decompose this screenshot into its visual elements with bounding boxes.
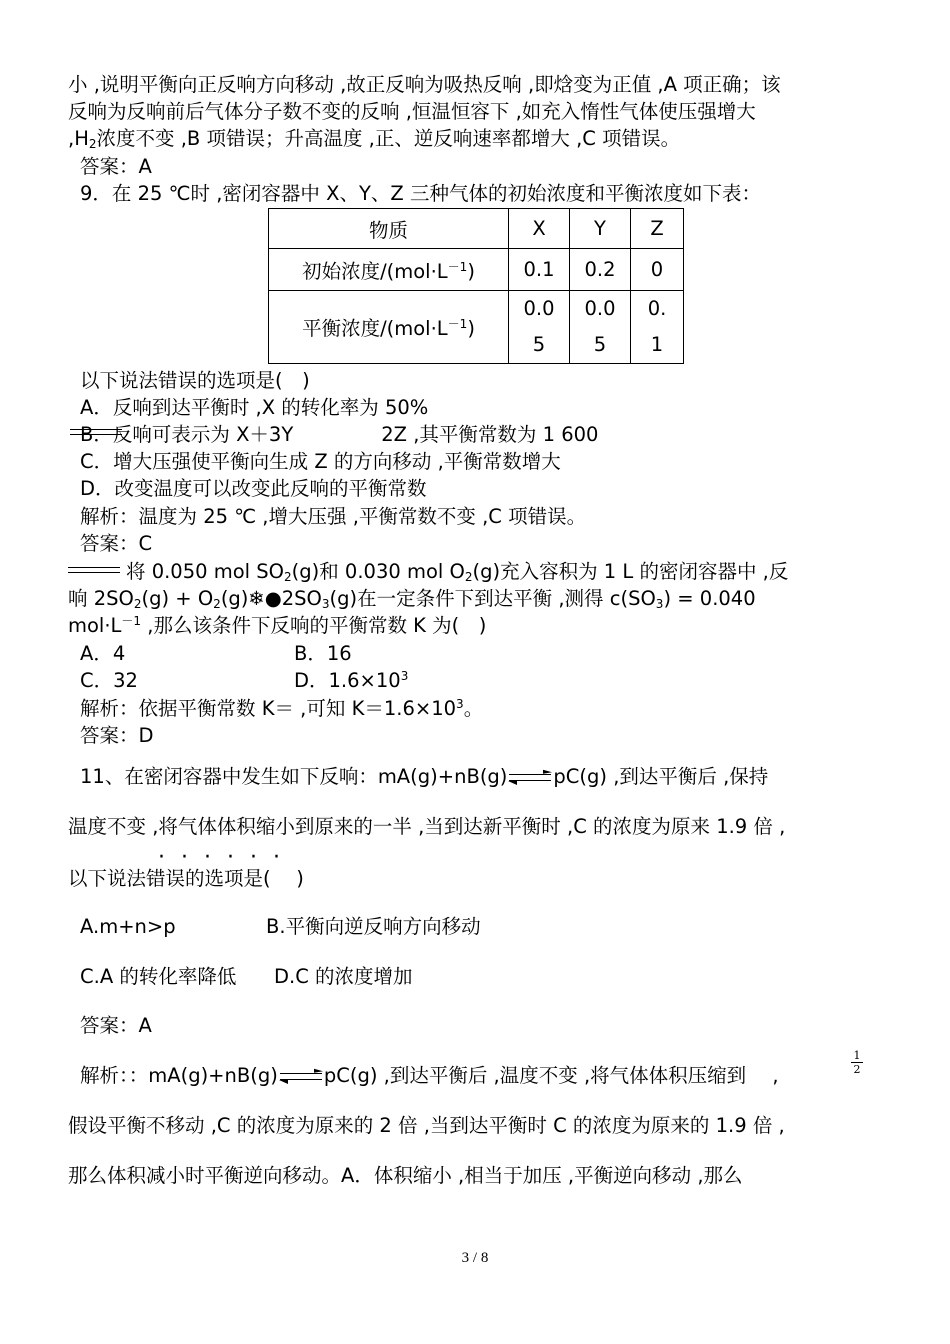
page-number: 3 / 8 [461, 1250, 489, 1266]
option-c: C.A 的转化率降低 [80, 965, 237, 988]
fraction-one-half: $\frac{1}{2}$ [851, 1049, 863, 1076]
emphasis-dots: ······ [158, 845, 296, 870]
explanation: 假设平衡不移动 ,C 的浓度为原来的 2 倍 ,当到达平衡时 C 的浓度为原来的 1.9 倍 , [68, 1114, 785, 1137]
equilibrium-arrow-icon [68, 566, 120, 576]
table-row [269, 291, 684, 364]
explanation: 解析：：mA(g)+nB(g) pC(g) ,到达平衡后 ,温度不变 ,将气体体积压缩到 , [80, 1064, 779, 1087]
table-cell: 0.1 [509, 249, 570, 291]
table-cell: 0.0 5 [509, 291, 570, 364]
question-11: 11、在密闭容器中发生如下反响：mA(g)+nB(g) pC(g) ,到达平衡后 ,保持 [80, 765, 769, 788]
question-9: 9．在 25 ℃时 ,密闭容器中 X、Y、Z 三种气体的初始浓度和平衡浓度如下表： [80, 182, 761, 205]
table-row [269, 249, 684, 291]
text-line: 小 ,说明平衡向正反响方向移动 ,故正反响为吸热反响 ,即焓变为正值 ,A 项正确；该 [68, 73, 781, 96]
answer-line: 答案：C [80, 532, 153, 555]
table-cell: 初始浓度$/(mol\cdot L^{-1})$ [269, 249, 509, 291]
question-9-prompt: 以下说法错误的选项是( ) [80, 369, 310, 392]
table-cell: Z [631, 209, 684, 249]
answer-line: 答案：A [80, 155, 152, 178]
equilibrium-arrow-icon [509, 771, 551, 785]
table-cell: Y [570, 209, 631, 249]
table-cell: 0.2 [570, 249, 631, 291]
table-cell: X [509, 209, 570, 249]
answer-line: 答案：A [80, 1014, 152, 1037]
table-cell: 平衡浓度$/(mol\cdot L^{-1})$ [269, 291, 509, 364]
text-line: $,H_2$浓度不变 ,B 项错误；升高温度 ,正、逆反响速率都增大 ,C 项错误。 [68, 127, 681, 151]
table-cell: 0 [631, 249, 684, 291]
question-10: 将 0.050 mol $SO_2(g)$和 0.030 mol $O_2(g)$充入容积为 1 L 的密闭容器中 ,反 [126, 560, 789, 584]
answer-line: 答案：D [80, 724, 154, 747]
table-cell: 0.0 5 [570, 291, 631, 364]
option-d: D.C 的浓度增加 [274, 965, 413, 988]
option-a: A．4 [80, 642, 126, 665]
explanation: 解析：温度为 25 ℃ ,增大压强 ,平衡常数不变 ,C 项错误。 [80, 505, 587, 528]
explanation: 解析：依据平衡常数 K＝ ,可知 $K=1.6\times 10^3$。 [80, 697, 484, 720]
equilibrium-arrow-icon [280, 1070, 322, 1084]
explanation: 那么体积减小时平衡逆向移动。A．体积缩小 ,相当于加压 ,平衡逆向移动 ,那么 [68, 1164, 743, 1187]
text-line: 反响为反响前后气体分子数不变的反响 ,恒温恒容下 ,如充入惰性气体使压强增大 [68, 100, 756, 123]
option-c: C．增大压强使平衡向生成 Z 的方向移动 ,平衡常数增大 [80, 450, 561, 473]
question-10: $mol\cdot L^{-1}$ ,那么该条件下反响的平衡常数 K 为( ) [68, 614, 487, 637]
option-b: B．反响可表示为 X＋3Y 2Z ,其平衡常数为 1 600 [80, 423, 599, 446]
equilibrium-arrow-icon [70, 428, 122, 438]
option-d: D．改变温度可以改变此反响的平衡常数 [80, 477, 427, 500]
question-11-prompt: 以下说法错误的选项是( ) [68, 867, 304, 890]
question-10: 响 $2SO_2(g)$ + $O_2(g)❄●2SO_3(g)$在一定条件下到达平衡 ,测得 $c(SO_3) = 0.040$ [68, 587, 756, 611]
table-cell: 物质 [269, 209, 509, 249]
option-d: D．$1.6\times 10^3$ [294, 669, 409, 692]
option-a: A.m+n>p [80, 915, 176, 938]
table-header-row [269, 209, 684, 249]
option-a: A．反响到达平衡时 ,X 的转化率为 50% [80, 396, 429, 419]
concentration-table [268, 208, 684, 364]
option-b: B.平衡向逆反响方向移动 [266, 915, 481, 938]
option-b: B．16 [294, 642, 352, 665]
option-c: C．32 [80, 669, 138, 692]
question-11: 温度不变 ,将气体体积缩小到原来的一半 ,当到达新平衡时 ,C 的浓度为原来 1.9 倍 , [68, 815, 786, 838]
table-cell: 0. 1 [631, 291, 684, 364]
